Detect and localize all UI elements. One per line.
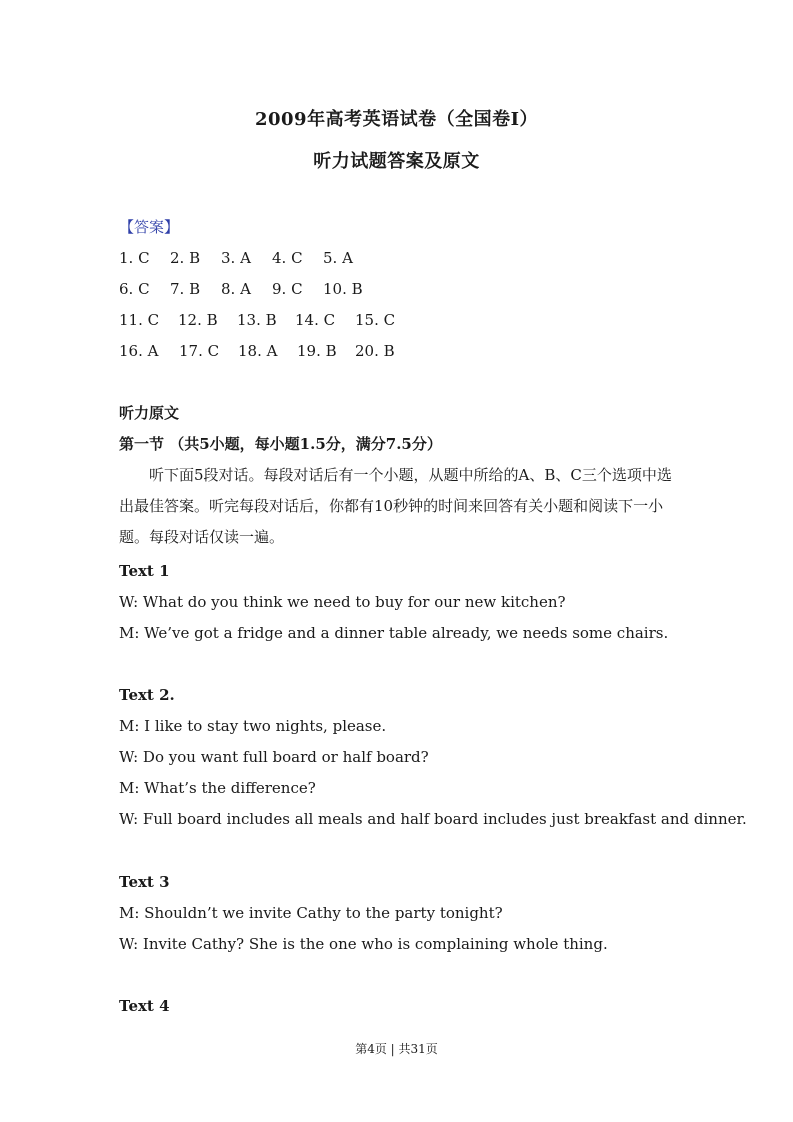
part-heading: 第一节 （共5小题，每小题1.5分，满分7.5分）	[119, 435, 442, 453]
dialogue-line: W: Full board includes all meals and half board includes just breakfast and dinner.	[119, 810, 747, 828]
answer-item: 9. C	[272, 280, 303, 298]
answer-item: 13. B	[237, 311, 277, 329]
answer-item: 1. C	[119, 249, 150, 267]
answer-item: 16. A	[119, 342, 159, 360]
answer-item: 10. B	[323, 280, 363, 298]
answer-item: 18. A	[238, 342, 278, 360]
dialogue-line: W: What do you think we need to buy for our new kitchen?	[119, 593, 566, 611]
dialogue-line: M: Shouldn’t we invite Cathy to the party tonight?	[119, 904, 503, 922]
dialogue-line: M: What’s the difference?	[119, 779, 316, 797]
answer-item: 2. B	[170, 249, 201, 267]
instructions-paragraph: 听下面5段对话。每段对话后有一个小题，从题中所给的A、B、C三个选项中选出最佳答案。听完每段对话后，你都有10秒钟的时间来回答有关小题和阅读下一小题。每段对话仅读一遍。	[119, 466, 672, 546]
answer-item: 8. A	[221, 280, 251, 298]
answers-label: 【答案】	[119, 218, 180, 236]
text-heading: Text 3	[119, 873, 170, 891]
answer-item: 11. C	[119, 311, 160, 329]
answer-row	[119, 279, 363, 299]
dialogue-line: M: I like to stay two nights, please.	[119, 717, 387, 735]
answer-item: 6. C	[119, 280, 150, 298]
answer-row	[119, 341, 395, 361]
dialogue-line: W: Do you want full board or half board?	[119, 748, 429, 766]
answer-item: 20. B	[355, 342, 395, 360]
answer-item: 14. C	[295, 311, 336, 329]
dialogue-line: W: Invite Cathy? She is the one who is complaining whole thing.	[119, 935, 608, 953]
page-footer: 第4页 | 共31页	[355, 1042, 438, 1056]
answer-item: 15. C	[355, 311, 396, 329]
answer-item: 4. C	[272, 249, 303, 267]
answer-item: 17. C	[179, 342, 220, 360]
text-heading: Text 4	[119, 997, 170, 1015]
answer-item: 19. B	[297, 342, 337, 360]
section-heading: 听力原文	[119, 404, 180, 422]
document-title: 2009年高考英语试卷（全国卷I）	[254, 109, 539, 130]
answer-item: 12. B	[178, 311, 218, 329]
answer-item: 3. A	[221, 249, 251, 267]
answer-item: 7. B	[170, 280, 201, 298]
dialogue-line: M: We’ve got a fridge and a dinner table already, we needs some chairs.	[119, 624, 669, 642]
answer-row	[119, 310, 395, 330]
document-subtitle: 听力试题答案及原文	[313, 151, 480, 172]
text-heading: Text 2.	[119, 686, 175, 704]
answer-row	[119, 248, 353, 268]
answer-item: 5. A	[323, 249, 353, 267]
text-heading: Text 1	[119, 562, 170, 580]
